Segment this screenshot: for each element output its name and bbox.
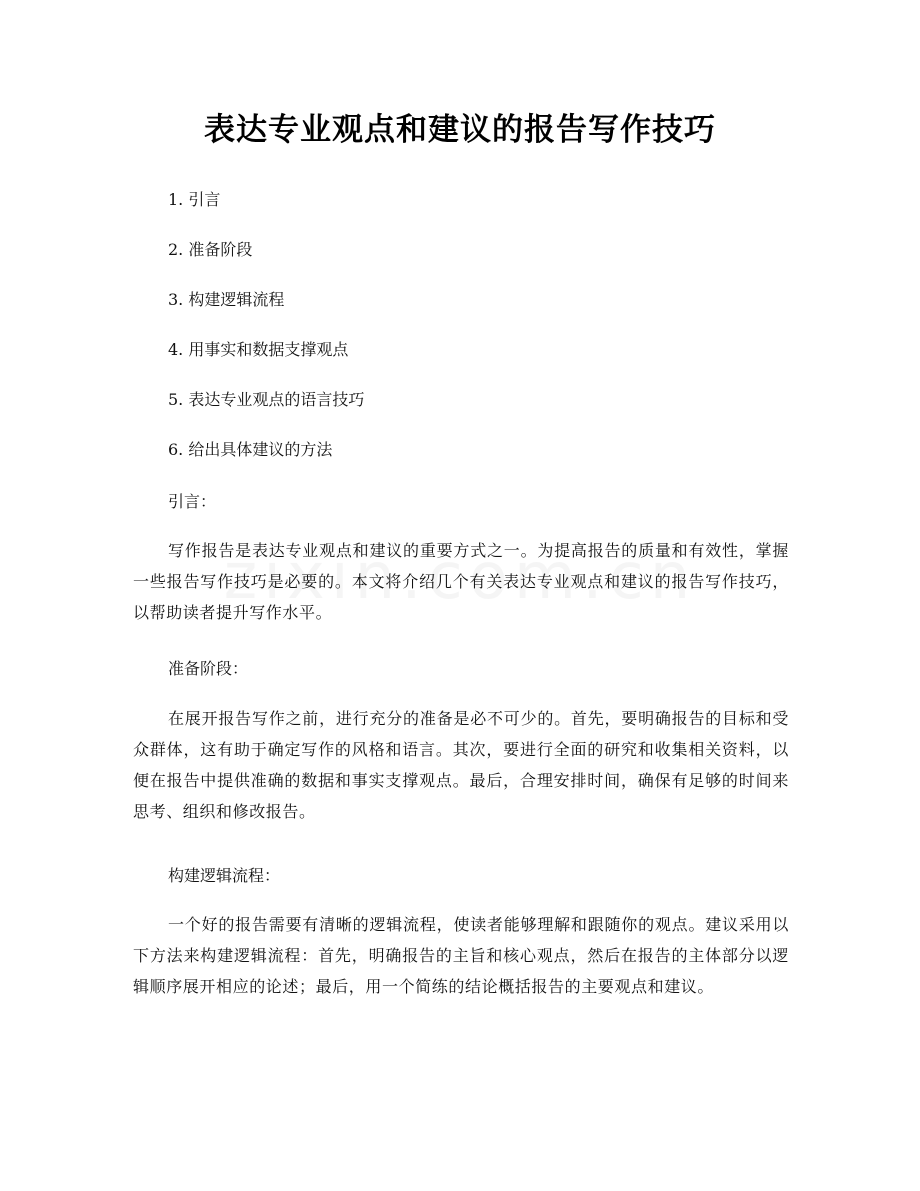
section-body-logic-flow: 一个好的报告需要有清晰的逻辑流程，使读者能够理解和跟随你的观点。建议采用以下方法来构建逻辑流程：首先，明确报告的主旨和核心观点，然后在报告的主体部分以逻辑顺序展开相应的论述；最后，用一个简练的结论概括报告的主要观点和建议。 [133, 915, 789, 996]
toc-item: 2. 准备阶段 [168, 240, 253, 259]
section-heading-intro: 引言： [168, 492, 217, 511]
toc-item: 5. 表达专业观点的语言技巧 [168, 390, 365, 409]
table-of-contents [168, 186, 364, 486]
section-body-intro: 写作报告是表达专业观点和建议的重要方式之一。为提高报告的质量和有效性，掌握一些报告写作技巧是必要的。本文将介绍几个有关表达专业观点和建议的报告写作技巧，以帮助读者提升写作水平。 [133, 541, 789, 622]
section-body-preparation: 在展开报告写作之前，进行充分的准备是必不可少的。首先，要明确报告的目标和受众群体，这有助于确定写作的风格和语言。其次，要进行全面的研究和收集相关资料，以便在报告中提供准确的数据和事实支撑观点。最后，合理安排时间，确保有足够的时间来思考、组织和修改报告。 [133, 709, 789, 821]
toc-item: 3. 构建逻辑流程 [168, 290, 285, 309]
section-heading-logic-flow: 构建逻辑流程： [168, 866, 281, 885]
toc-item: 6. 给出具体建议的方法 [168, 440, 333, 459]
toc-item: 1. 引言 [168, 190, 221, 209]
toc-item: 4. 用事实和数据支撑观点 [168, 340, 349, 359]
section-heading-preparation: 准备阶段： [168, 659, 249, 678]
document-title: 表达专业观点和建议的报告写作技巧 [204, 112, 716, 148]
